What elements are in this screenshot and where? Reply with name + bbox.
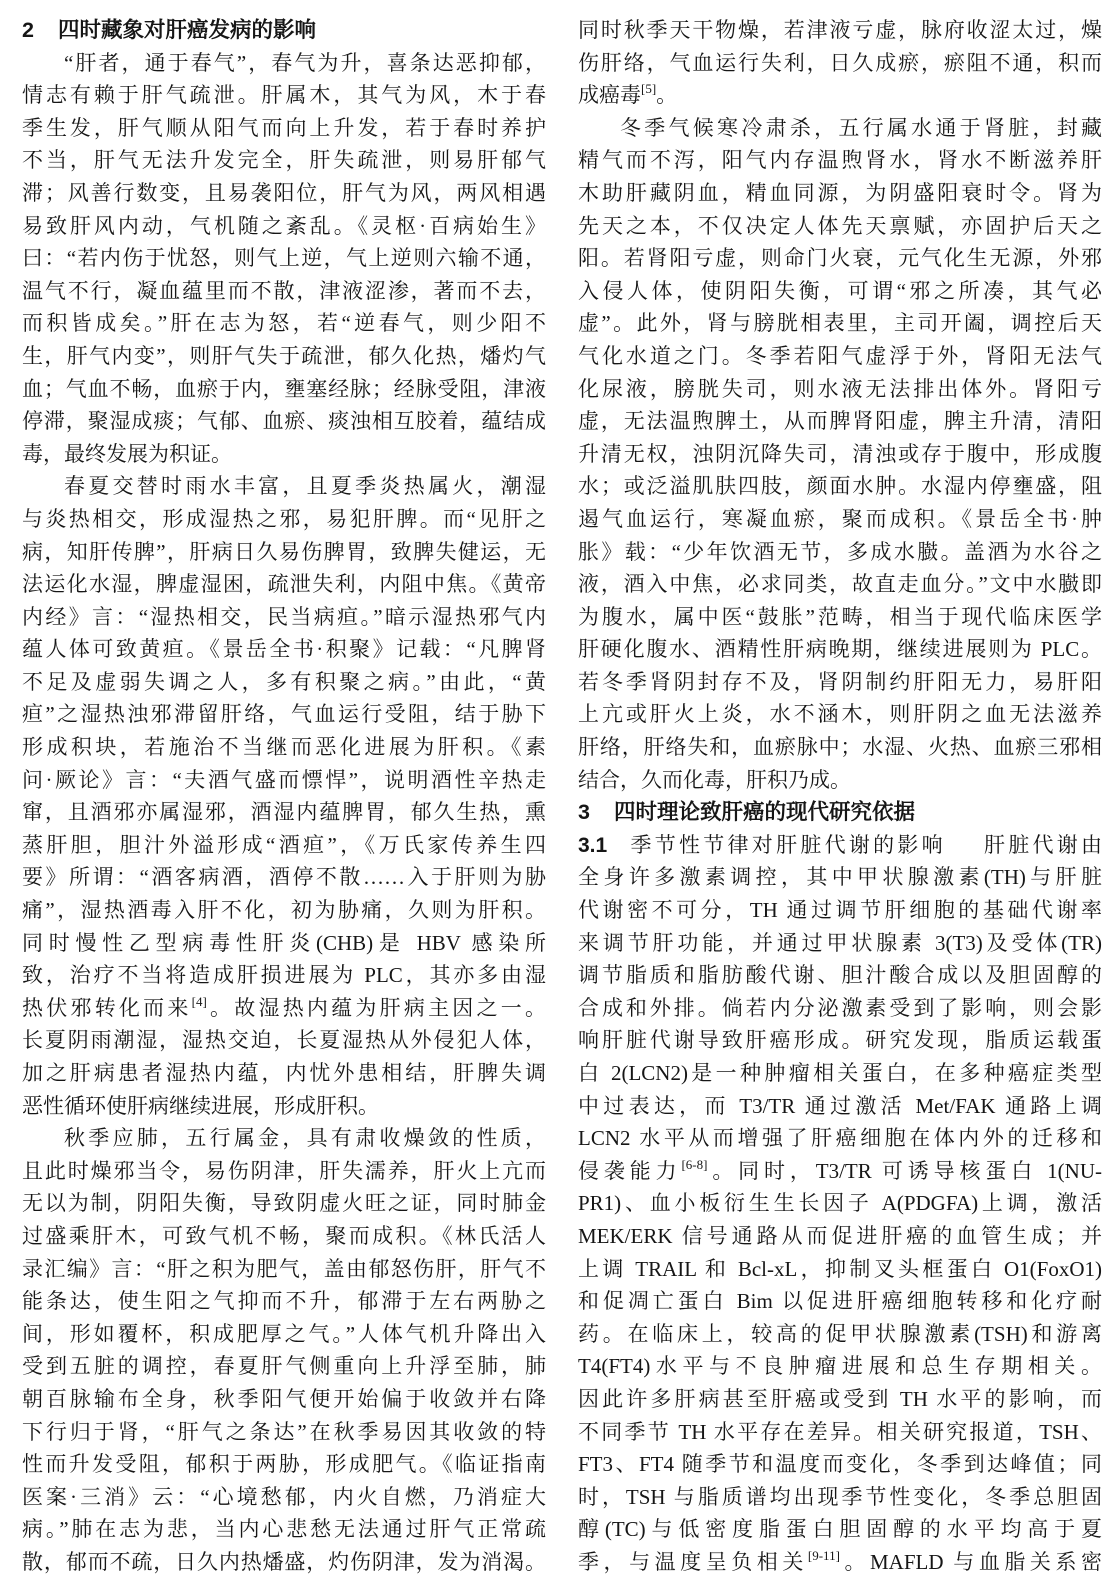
text-run: 入侵人体，使阴阳失衡，可谓“邪之所凑，其气必 xyxy=(578,278,1102,303)
text-run: 曰：“若内伤于忧怒，则气上逆，气上逆则六输不通， xyxy=(22,246,546,271)
text-line xyxy=(578,1350,1102,1383)
text-line xyxy=(578,1187,1102,1220)
text-run: 伤肝络，气血运行失利，日久成瘀，瘀阻不通，积而 xyxy=(578,50,1102,75)
text-run: LCN2 水平从而增强了肝癌细胞在体内外的迁移和 xyxy=(578,1126,1102,1151)
text-run: 热伏邪转化而来 xyxy=(22,995,192,1020)
text-run: 春夏交替时雨水丰富，且夏季炎热属火，潮湿 xyxy=(64,474,546,499)
citation-ref: [5] xyxy=(641,81,657,97)
text-line xyxy=(22,1513,546,1546)
text-run: 法运化水湿，脾虚湿困，疏泄失利，内阻中焦。《黄帝 xyxy=(22,572,546,597)
text-run: 蕴人体可致黄疸。《景岳全书·积聚》记载：“凡脾肾 xyxy=(22,637,546,662)
text-line xyxy=(22,438,546,471)
text-run: 时，TSH 与脂质谱均出现季节性变化，冬季总胆固 xyxy=(578,1484,1102,1509)
citation-ref: [6-8] xyxy=(681,1156,708,1172)
text-line xyxy=(578,633,1102,666)
text-line xyxy=(578,1416,1102,1449)
text-run: 生，肝气内变”，则肝气失于疏泄，郁久化热，燔灼气 xyxy=(22,343,546,368)
text-run: 易致肝风内动，气机随之紊乱。《灵枢·百病始生》 xyxy=(22,213,546,238)
text-line xyxy=(22,79,546,112)
section-heading xyxy=(578,796,1102,829)
text-run: 温气不行，凝血蕴里而不散，津液涩渗，著而不去， xyxy=(22,278,546,303)
text-run: 朝百脉输布全身，秋季阳气便开始偏于收敛并右降 xyxy=(22,1386,546,1411)
text-run: 停滞，聚湿成痰；气郁、血瘀、痰浊相互胶着，蕴结成 xyxy=(22,409,546,434)
text-line xyxy=(578,1220,1102,1253)
text-run: 医案·三消》云：“心境愁郁，内火自燃，乃消症大 xyxy=(22,1484,546,1509)
column-right xyxy=(578,14,1102,1579)
text-line xyxy=(578,601,1102,634)
text-line xyxy=(22,47,546,80)
text-run: 窜，且酒邪亦属湿邪，酒湿内蕴脾胃，郁久生热，熏 xyxy=(22,800,546,825)
text-run: 加之肝病患者湿热内蕴，内忧外患相结，肝脾失调 xyxy=(22,1061,546,1085)
text-line xyxy=(578,470,1102,503)
text-run: 结合，久而化毒，肝积乃成。 xyxy=(578,767,851,792)
text-line xyxy=(22,1253,546,1286)
text-run: 散，郁而不疏，日久内热燔盛，灼伤阴津，发为消渴。 xyxy=(22,1549,546,1574)
text-line xyxy=(22,373,546,406)
section-number: 3 xyxy=(578,800,590,825)
text-run: 。同时，T3/TR 可诱导核蛋白 1(NU- xyxy=(707,1158,1102,1183)
text-run: 虚，无法温煦脾土，从而脾肾阳虚，脾主升清，清阳 xyxy=(578,409,1102,434)
text-run: 季生发，肝气顺从阳气而向上升发，若于春时养护 xyxy=(22,115,546,140)
text-run: 受到五脏的调控，春夏肝气侧重向上升浮至肺，肺 xyxy=(22,1354,546,1379)
text-line xyxy=(578,112,1102,145)
text-line xyxy=(22,959,546,992)
text-line xyxy=(578,144,1102,177)
text-run: 且此时燥邪当令，易伤阴津，肝失濡养，肝火上亢而 xyxy=(22,1158,546,1183)
text-line xyxy=(22,698,546,731)
text-run: 不足及虚弱失调之人，多有积聚之病。”由此，“黄 xyxy=(22,669,546,694)
text-line xyxy=(578,1481,1102,1514)
text-run: 与炎热相交，形成湿热之邪，易犯肝脾。而“见肝之 xyxy=(22,506,546,531)
text-line xyxy=(578,275,1102,308)
text-run: 成癌毒 xyxy=(578,83,641,108)
subsection-title: 季节性节律对肝脏代谢的影响 xyxy=(627,833,946,857)
text-run: 虚”。此外，肾与膀胱相表里，主司开阖，调控后天 xyxy=(578,311,1102,336)
text-line xyxy=(22,601,546,634)
citation-ref: [9-11] xyxy=(807,1547,840,1563)
text-run: 合成和外排。倘若内分泌激素受到了影响，则会影 xyxy=(578,995,1102,1020)
text-line xyxy=(578,1513,1102,1546)
text-run: 冬季气候寒冷肃杀，五行属水通于肾脏，封藏 xyxy=(620,115,1102,140)
text-run: 滞；风善行数变，且易袭阳位，肝气为风，两风相遇 xyxy=(22,180,546,205)
text-run: 恶性循环使肝病继续进展，形成肝积。 xyxy=(22,1093,379,1118)
text-line xyxy=(578,79,1102,112)
text-line xyxy=(22,992,546,1025)
text-line xyxy=(22,1122,546,1155)
text-line xyxy=(578,568,1102,601)
text-run: 和促凋亡蛋白 Bim 以促进肝癌细胞转移和化疗耐 xyxy=(578,1289,1102,1314)
text-line xyxy=(578,242,1102,275)
text-line xyxy=(578,1448,1102,1481)
text-line xyxy=(578,1285,1102,1318)
text-run: 蒸肝胆，胆汁外溢形成“酒疸”，《万氏家传养生四 xyxy=(22,832,546,857)
text-line xyxy=(578,1546,1102,1579)
text-run: 疸”之湿热浊邪滞留肝络，气血运行受阻，结于胁下 xyxy=(22,702,546,727)
text-run: 全身许多激素调控，其中甲状腺激素(TH)与肝脏 xyxy=(578,865,1102,890)
text-run: “肝者，通于春气”，春气为升，喜条达恶抑郁， xyxy=(64,50,546,75)
text-run: 而积皆成矣。”肝在志为怒，若“逆春气，则少阳不 xyxy=(22,311,546,336)
text-line xyxy=(578,14,1102,47)
text-line xyxy=(578,373,1102,406)
text-run: 遏气血运行，寒凝血瘀，聚而成积。《景岳全书·肿 xyxy=(578,506,1102,531)
text-run: 先天之本，不仅决定人体先天禀赋，亦固护后天之 xyxy=(578,213,1102,238)
text-line xyxy=(22,144,546,177)
text-line xyxy=(578,340,1102,373)
section-heading xyxy=(22,14,546,47)
text-run: 痛”，湿热酒毒入肝不化，初为胁痛，久则为肝积。 xyxy=(22,898,546,923)
text-line xyxy=(22,731,546,764)
text-run: 。MAFLD 与血脂关系密 xyxy=(839,1549,1103,1574)
text-line xyxy=(22,764,546,797)
text-line xyxy=(22,1187,546,1220)
text-line xyxy=(22,503,546,536)
text-run: PR1)、血小板衍生生长因子 A(PDGFA)上调，激活 xyxy=(578,1191,1102,1216)
text-run: 升清无权，浊阴沉降失司，清浊或存于腹中，形成腹 xyxy=(578,441,1102,466)
text-run: 情志有赖于肝气疏泄。肝属木，其气为风，木于春 xyxy=(22,83,546,108)
text-line xyxy=(22,1318,546,1351)
text-run: 。故湿热内蕴为肝病主因之一。 xyxy=(206,995,546,1020)
text-run: 响肝脏代谢导致肝癌形成。研究发现，脂质运载蛋 xyxy=(578,1028,1102,1053)
text-line xyxy=(22,568,546,601)
text-line xyxy=(578,894,1102,927)
text-line xyxy=(578,992,1102,1025)
text-run: 能条达，使生阳之气抑而不升，郁滞于左右两胁之 xyxy=(22,1289,546,1314)
text-run: 过盛乘肝木，可致气机不畅，聚而成积。《林氏活人 xyxy=(22,1223,546,1248)
text-run: 下行归于肾，“肝气之条达”在秋季易因其收敛的特 xyxy=(22,1419,546,1444)
text-run: 侵袭能力 xyxy=(578,1158,682,1183)
text-line xyxy=(22,1220,546,1253)
text-line xyxy=(578,1318,1102,1351)
text-run: 胀》载：“少年饮酒无节，多成水臌。盖酒为水谷之 xyxy=(578,539,1102,564)
text-line xyxy=(22,1481,546,1514)
text-line xyxy=(22,633,546,666)
text-run: 病。”肺在志为悲，当内心悲愁无法通过肝气正常疏 xyxy=(22,1517,546,1542)
article-body xyxy=(22,14,1102,1579)
text-line xyxy=(578,177,1102,210)
text-run: 若冬季肾阴封存不及，肾阴制约肝阳无力，易肝阳 xyxy=(578,669,1102,694)
text-line xyxy=(22,829,546,862)
text-line xyxy=(22,112,546,145)
text-run: 毒，最终发展为积证。 xyxy=(22,441,232,466)
text-line xyxy=(578,1024,1102,1057)
text-line xyxy=(22,1057,546,1090)
text-line xyxy=(578,1122,1102,1155)
section-title: 四时藏象对肝癌发病的影响 xyxy=(57,18,316,42)
text-line xyxy=(22,1155,546,1188)
text-run: 阳。若肾阳亏虚，则命门火衰，元气化生无源，外邪 xyxy=(578,246,1102,271)
text-run: 季，与温度呈负相关 xyxy=(578,1549,808,1574)
text-run: 中过表达，而 T3/TR 通过激活 Met/FAK 通路上调 xyxy=(578,1093,1102,1118)
text-line xyxy=(22,796,546,829)
text-run: 内经》言：“湿热相交，民当病疸。”暗示湿热邪气内 xyxy=(22,604,546,629)
text-line xyxy=(22,1285,546,1318)
text-line xyxy=(578,1090,1102,1123)
text-run: 同时秋季天干物燥，若津液亏虚，脉府收涩太过，燥 xyxy=(578,18,1102,42)
text-run: 不同季节 TH 水平存在差异。相关研究报道，TSH、 xyxy=(578,1419,1102,1444)
text-line xyxy=(22,242,546,275)
text-run: 白 2(LCN2)是一种肿瘤相关蛋白，在多种癌症类型 xyxy=(578,1061,1102,1085)
text-run: FT3、FT4 随季节和温度而变化，冬季到达峰值；同 xyxy=(578,1452,1102,1477)
text-line xyxy=(578,1253,1102,1286)
text-line xyxy=(578,959,1102,992)
text-line xyxy=(578,1155,1102,1188)
text-run: 不当，肝气无法升发完全，肝失疏泄，则易肝郁气 xyxy=(22,148,546,173)
text-run: 问·厥论》言：“夫酒气盛而慓悍”，说明酒性辛热走 xyxy=(22,767,546,792)
text-run: 肝络，肝络失和，血瘀脉中；水湿、火热、血瘀三邪相 xyxy=(578,735,1102,760)
text-line xyxy=(22,894,546,927)
text-line xyxy=(578,1383,1102,1416)
text-line xyxy=(22,1024,546,1057)
text-run: 致，治疗不当将造成肝损进展为 PLC，其亦多由湿 xyxy=(22,963,546,988)
text-line xyxy=(578,698,1102,731)
text-run: 性而升发受阻，郁积于两胁，形成肥气。《临证指南 xyxy=(22,1452,546,1477)
text-run: 无以为制，阴阳失衡，导致阴虚火旺之证，同时肺金 xyxy=(22,1191,546,1216)
text-line xyxy=(22,177,546,210)
text-run: 血；气血不畅，血瘀于内，壅塞经脉；经脉受阻，津液 xyxy=(22,376,546,401)
text-line xyxy=(578,210,1102,243)
text-run: 要》所谓：“酒客病酒，酒停不散……入于肝则为胁 xyxy=(22,865,546,890)
text-run: 录汇编》言：“肝之积为肥气，盖由郁怒伤肝，肝气不 xyxy=(22,1256,546,1281)
text-run: 上亢或肝火上炎，水不涵木，则肝阴之血无法滋养 xyxy=(578,702,1102,727)
text-run: 同时慢性乙型病毒性肝炎(CHB)是 HBV 感染所 xyxy=(22,930,546,955)
text-line xyxy=(22,927,546,960)
text-run: 化尿液，膀胱失司，则水液无法排出体外。肾阳亏 xyxy=(578,376,1102,401)
text-line xyxy=(22,861,546,894)
text-run: 秋季应肺，五行属金，具有肃收燥敛的性质， xyxy=(64,1126,546,1151)
text-line xyxy=(22,275,546,308)
text-line xyxy=(22,666,546,699)
text-run: 因此许多肝病甚至肝癌或受到 TH 水平的影响，而 xyxy=(578,1386,1102,1411)
text-run: 病，知肝传脾”，肝病日久易伤脾胃，致脾失健运，无 xyxy=(22,539,546,564)
text-run: 肝脏代谢由 xyxy=(983,832,1103,857)
text-run: 调节脂质和脂肪酸代谢、胆汁酸合成以及胆固醇的 xyxy=(578,963,1102,988)
text-run: 形成积块，若施治不当继而恶化进展为肝积。《素 xyxy=(22,735,546,760)
text-line xyxy=(22,1350,546,1383)
text-line xyxy=(22,1090,546,1123)
section-title: 四时理论致肝癌的现代研究依据 xyxy=(613,800,915,825)
text-run: 气化水道之门。冬季若阳气虚浮于外，肾阳无法气 xyxy=(578,343,1102,368)
text-run: 醇(TC)与低密度脂蛋白胆固醇的水平均高于夏 xyxy=(578,1517,1102,1542)
text-line xyxy=(22,405,546,438)
text-line xyxy=(578,731,1102,764)
text-run: 长夏阴雨潮湿，湿热交迫，长夏湿热从外侵犯人体， xyxy=(22,1028,546,1053)
text-run: 肝硬化腹水、酒精性肝病晚期，继续进展则为 PLC。 xyxy=(578,637,1102,662)
text-line xyxy=(578,1057,1102,1090)
text-run: 上调 TRAIL 和 Bcl-xL，抑制叉头框蛋白 O1(FoxO1) xyxy=(578,1256,1102,1281)
text-line xyxy=(578,47,1102,80)
text-line xyxy=(578,503,1102,536)
text-line xyxy=(22,1546,546,1579)
section-number: 2 xyxy=(22,18,34,42)
text-line xyxy=(22,1448,546,1481)
text-run: 间，形如覆杯，积成肥厚之气。”人体气机升降出入 xyxy=(22,1321,546,1346)
text-run: MEK/ERK 信号通路从而促进肝癌的血管生成；并 xyxy=(578,1223,1102,1248)
subsection-number: 3.1 xyxy=(578,833,608,857)
text-run: 药。在临床上，较高的促甲状腺激素(TSH)和游离 xyxy=(578,1321,1102,1346)
text-line xyxy=(22,210,546,243)
text-line xyxy=(578,405,1102,438)
column-left xyxy=(22,14,546,1579)
text-run: 。 xyxy=(656,83,678,108)
text-line xyxy=(578,438,1102,471)
text-line xyxy=(578,764,1102,797)
text-line xyxy=(578,927,1102,960)
text-line xyxy=(578,666,1102,699)
text-line xyxy=(578,829,1102,862)
text-line xyxy=(22,1383,546,1416)
text-run: 为腹水，属中医“鼓胀”范畴，相当于现代临床医学 xyxy=(578,604,1102,629)
text-run: T4(FT4)水平与不良肿瘤进展和总生存期相关。 xyxy=(578,1354,1102,1379)
text-run: 代谢密不可分，TH 通过调节肝细胞的基础代谢率 xyxy=(578,898,1102,923)
text-run: 来调节肝功能，并通过甲状腺素 3(T3)及受体(TR) xyxy=(578,930,1102,955)
text-line xyxy=(22,536,546,569)
citation-ref: [4] xyxy=(191,993,207,1009)
text-run: 水；或泛溢肌肤四肢，颜面水肿。水湿内停壅盛，阻 xyxy=(578,474,1102,499)
text-line xyxy=(22,1416,546,1449)
text-line xyxy=(578,536,1102,569)
text-run: 液，酒入中焦，必求同类，故直走血分。”文中水臌即 xyxy=(578,572,1102,597)
text-run: 木助肝藏阴血，精血同源，为阴盛阳衰时令。肾为 xyxy=(578,180,1102,205)
text-line xyxy=(22,470,546,503)
text-run: 精气而不泻，阳气内存温煦肾水，肾水不断滋养肝 xyxy=(578,148,1102,173)
text-line xyxy=(578,861,1102,894)
text-line xyxy=(578,307,1102,340)
text-line xyxy=(22,307,546,340)
text-line xyxy=(22,340,546,373)
